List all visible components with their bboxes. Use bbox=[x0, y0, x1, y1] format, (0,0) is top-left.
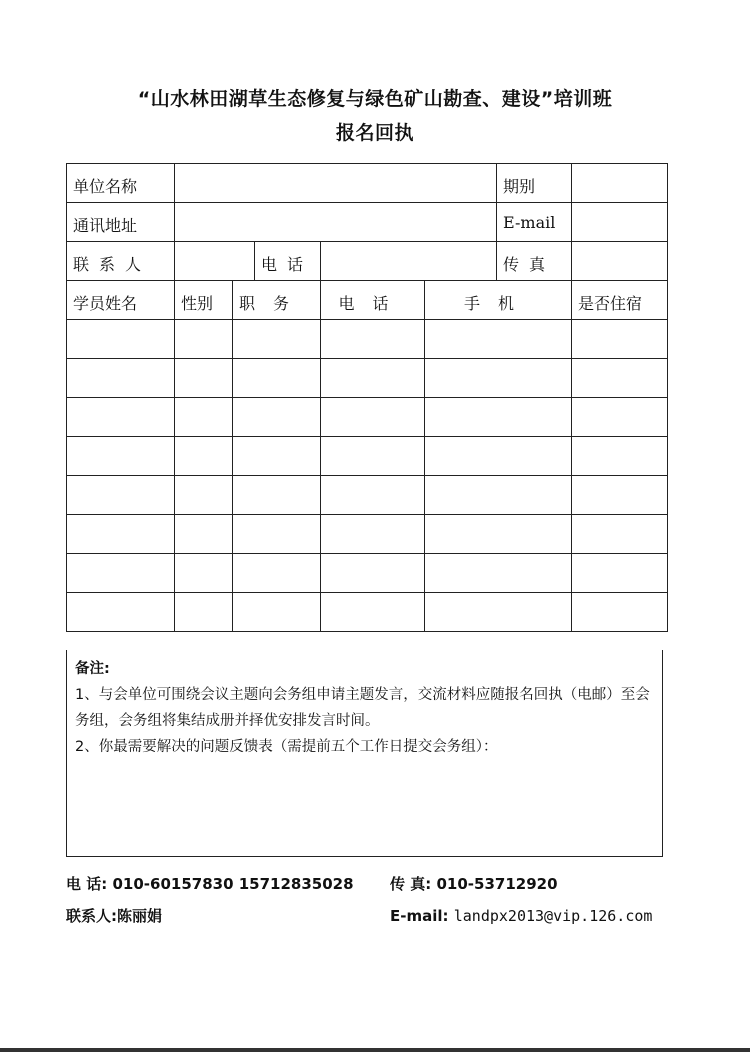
notes-heading: 备注: bbox=[75, 661, 110, 677]
footer-phone bbox=[66, 873, 354, 894]
cell[interactable] bbox=[425, 437, 572, 476]
address-label: 通讯地址 bbox=[67, 203, 175, 242]
phone-field[interactable] bbox=[321, 242, 497, 281]
cell[interactable] bbox=[572, 398, 668, 437]
fax-field[interactable] bbox=[572, 242, 668, 281]
cell[interactable] bbox=[572, 320, 668, 359]
notes-item-1: 1、与会单位可围绕会议主题向会务组申请主题发言，交流材料应随报名回执（电邮）至会务组，会务组将集结成册并择优安排发言时间。 bbox=[75, 687, 650, 729]
student-row bbox=[67, 554, 668, 593]
cell[interactable] bbox=[321, 593, 425, 632]
student-row bbox=[67, 476, 668, 515]
cell[interactable] bbox=[175, 554, 233, 593]
footer-fax bbox=[390, 873, 558, 894]
cell[interactable] bbox=[233, 320, 321, 359]
cell[interactable] bbox=[67, 593, 175, 632]
cell[interactable] bbox=[175, 593, 233, 632]
cell[interactable] bbox=[233, 359, 321, 398]
cell[interactable] bbox=[321, 437, 425, 476]
cell[interactable] bbox=[67, 476, 175, 515]
row-unit bbox=[67, 164, 668, 203]
cell[interactable] bbox=[572, 515, 668, 554]
col-student-name: 学员姓名 bbox=[67, 281, 175, 320]
cell[interactable] bbox=[233, 476, 321, 515]
cell[interactable] bbox=[425, 320, 572, 359]
footer-email-label: E-mail: bbox=[390, 907, 449, 925]
cell[interactable] bbox=[572, 476, 668, 515]
cell[interactable] bbox=[175, 320, 233, 359]
contact-label: 联系人 bbox=[67, 242, 175, 281]
cell[interactable] bbox=[321, 515, 425, 554]
footer-email bbox=[390, 907, 652, 925]
cell[interactable] bbox=[321, 359, 425, 398]
email-label: E-mail bbox=[497, 203, 572, 242]
cell[interactable] bbox=[321, 554, 425, 593]
cell[interactable] bbox=[425, 359, 572, 398]
cell[interactable] bbox=[233, 593, 321, 632]
footer-contact-value: 陈丽娟 bbox=[117, 907, 163, 925]
footer-phone-value: 010-60157830 15712835028 bbox=[112, 875, 354, 893]
student-header-row bbox=[67, 281, 668, 320]
cell[interactable] bbox=[67, 320, 175, 359]
cell[interactable] bbox=[572, 593, 668, 632]
cell[interactable] bbox=[175, 398, 233, 437]
footer-fax-label: 传 真: bbox=[390, 875, 432, 893]
cell[interactable] bbox=[321, 476, 425, 515]
footer-email-value[interactable]: landpx2013@vip.126.com bbox=[453, 907, 653, 925]
cell[interactable] bbox=[233, 437, 321, 476]
cell[interactable] bbox=[321, 320, 425, 359]
cell[interactable] bbox=[67, 515, 175, 554]
cell[interactable] bbox=[572, 359, 668, 398]
cell[interactable] bbox=[425, 398, 572, 437]
col-mobile: 手机 bbox=[425, 281, 572, 320]
cell[interactable] bbox=[233, 515, 321, 554]
phone-label: 电话 bbox=[255, 242, 321, 281]
notes-box bbox=[66, 650, 663, 857]
unit-name-field[interactable] bbox=[175, 164, 497, 203]
row-address bbox=[67, 203, 668, 242]
cell[interactable] bbox=[425, 593, 572, 632]
col-lodging: 是否住宿 bbox=[572, 281, 668, 320]
cell[interactable] bbox=[233, 554, 321, 593]
cell[interactable] bbox=[425, 476, 572, 515]
cell[interactable] bbox=[572, 437, 668, 476]
contact-field[interactable] bbox=[175, 242, 255, 281]
cell[interactable] bbox=[67, 437, 175, 476]
student-row bbox=[67, 320, 668, 359]
period-label: 期别 bbox=[497, 164, 572, 203]
student-row bbox=[67, 398, 668, 437]
col-phone: 电话 bbox=[321, 281, 425, 320]
row-contact bbox=[67, 242, 668, 281]
cell[interactable] bbox=[175, 437, 233, 476]
fax-label: 传真 bbox=[497, 242, 572, 281]
student-row bbox=[67, 515, 668, 554]
cell[interactable] bbox=[572, 554, 668, 593]
footer-fax-value: 010-53712920 bbox=[436, 875, 558, 893]
period-field[interactable] bbox=[572, 164, 668, 203]
scan-edge-divider bbox=[0, 1048, 750, 1052]
student-row bbox=[67, 359, 668, 398]
cell[interactable] bbox=[67, 554, 175, 593]
cell[interactable] bbox=[425, 515, 572, 554]
cell[interactable] bbox=[425, 554, 572, 593]
student-row bbox=[67, 593, 668, 632]
cell[interactable] bbox=[67, 359, 175, 398]
footer-contact-label: 联系人: bbox=[66, 907, 117, 925]
address-field[interactable] bbox=[175, 203, 497, 242]
cell[interactable] bbox=[175, 476, 233, 515]
cell[interactable] bbox=[321, 398, 425, 437]
email-field[interactable] bbox=[572, 203, 668, 242]
student-row bbox=[67, 437, 668, 476]
cell[interactable] bbox=[233, 398, 321, 437]
cell[interactable] bbox=[67, 398, 175, 437]
col-position: 职务 bbox=[233, 281, 321, 320]
notes-item-2: 2、你最需要解决的问题反馈表（需提前五个工作日提交会务组）： bbox=[75, 739, 498, 755]
unit-name-label: 单位名称 bbox=[67, 164, 175, 203]
col-gender: 性别 bbox=[175, 281, 233, 320]
document-title: “山水林田湖草生态修复与绿色矿山勘查、建设”培训班 bbox=[137, 88, 613, 110]
footer-contact bbox=[66, 905, 162, 926]
cell[interactable] bbox=[175, 359, 233, 398]
registration-table bbox=[66, 163, 668, 632]
document-subtitle: 报名回执 bbox=[335, 122, 414, 144]
cell[interactable] bbox=[175, 515, 233, 554]
footer-phone-label: 电 话: bbox=[66, 875, 108, 893]
